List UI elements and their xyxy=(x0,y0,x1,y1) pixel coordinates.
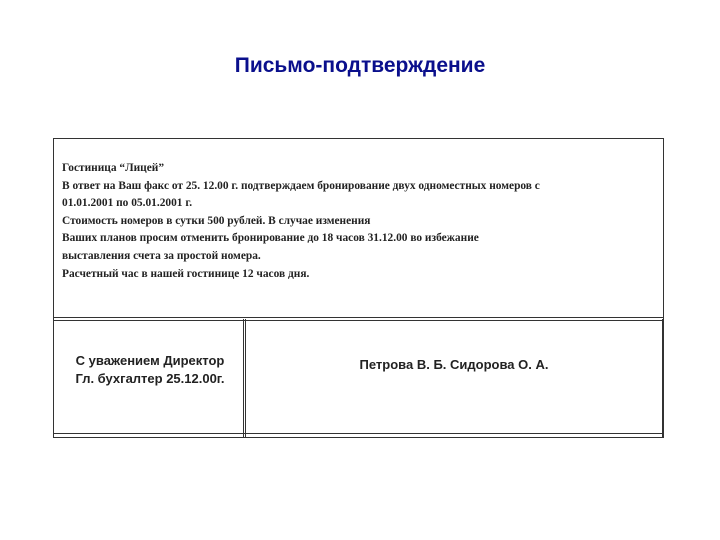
divider-line xyxy=(53,433,664,434)
signature-names: Петрова В. Б. Сидорова О. А. xyxy=(359,357,549,372)
letter-line: выставления счета за простой номера. xyxy=(62,249,261,262)
letter-line: 01.01.2001 по 05.01.2001 г. xyxy=(62,197,193,210)
signature-left xyxy=(55,352,245,388)
letter-line: Ваших планов просим отменить бронирование до 18 часов 31.12.00 во избежание xyxy=(62,232,479,245)
letter-line: В ответ на Ваш факс от 25. 12.00 г. подтверждаем бронирование двух одноместных номеров с xyxy=(62,179,540,192)
letter-line: Стоимость номеров в сутки 500 рублей. В случае изменения xyxy=(62,214,371,227)
column-divider xyxy=(662,319,663,438)
column-divider xyxy=(245,319,246,438)
signature-date: Гл. бухгалтер 25.12.00г. xyxy=(75,371,225,386)
divider-line xyxy=(53,320,664,321)
letter-line: Гостиница “Лицей” xyxy=(62,162,165,174)
divider-line xyxy=(53,317,664,318)
letter-body xyxy=(62,160,662,283)
letter-line: Расчетный час в нашей гостинице 12 часов дня. xyxy=(62,267,310,280)
page-title: Письмо-подтверждение xyxy=(234,54,486,77)
signature-title: С уважением Директор xyxy=(75,353,225,368)
